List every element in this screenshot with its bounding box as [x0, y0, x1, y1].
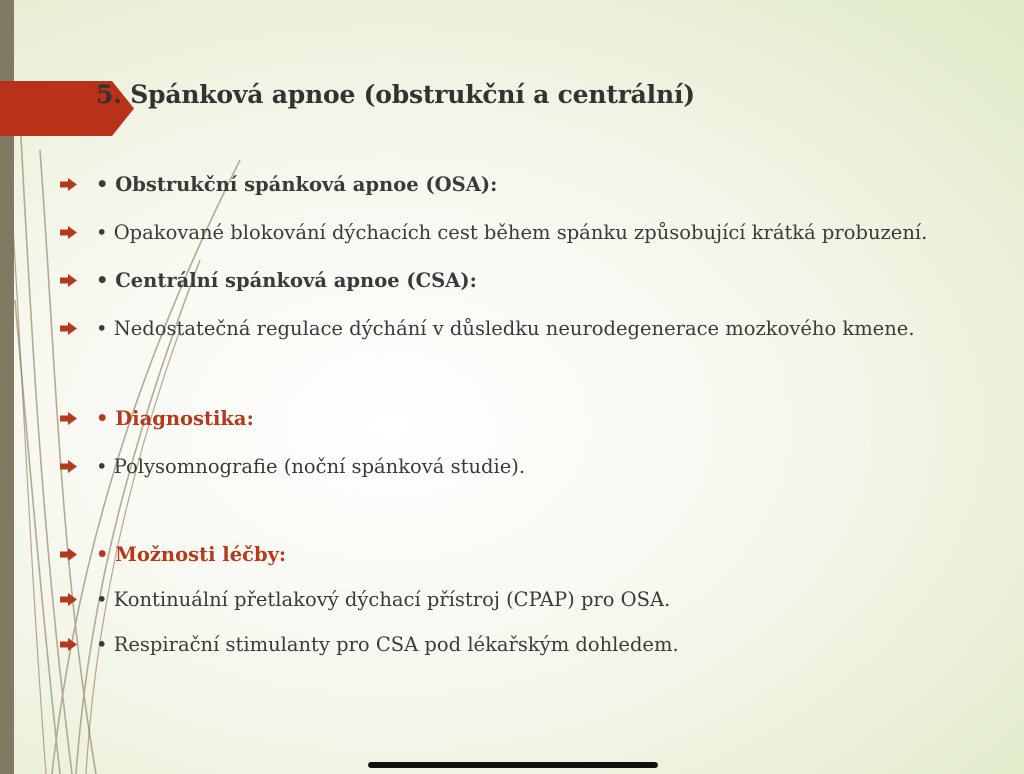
bullet-text: • Polysomnografie (noční spánková studie). [96, 455, 526, 478]
bullet-item [60, 585, 960, 615]
bullet-item [60, 266, 960, 296]
bullet-text: • Nedostatečná regulace dýchání v důsledku neurodegenerace mozkového kmene. [96, 317, 915, 340]
bullet-text: • Opakované blokování dýchacích cest během spánku způsobující krátká probuzení. [96, 221, 928, 244]
bullet-text: • Možnosti léčby: [96, 543, 287, 566]
arrow-right-icon [60, 593, 77, 606]
bullet-text: • Diagnostika: [96, 407, 254, 430]
arrow-right-icon [60, 274, 77, 287]
bullet-item [60, 404, 960, 434]
home-indicator[interactable] [368, 762, 658, 768]
bullet-item [60, 452, 960, 482]
bullet-list [60, 170, 960, 660]
bullet-text: • Obstrukční spánková apnoe (OSA): [96, 173, 498, 196]
bullet-item [60, 630, 960, 660]
arrow-right-icon [60, 638, 77, 651]
bullet-item [60, 314, 960, 344]
bullet-text: • Kontinuální přetlakový dýchací přístroj (CPAP) pro OSA. [96, 588, 671, 611]
bullet-item [60, 170, 960, 200]
bullet-text: • Centrální spánková apnoe (CSA): [96, 269, 477, 292]
arrow-right-icon [60, 548, 77, 561]
bullet-item [60, 540, 960, 570]
bullet-text: • Respirační stimulanty pro CSA pod lékařským dohledem. [96, 633, 679, 656]
arrow-right-icon [60, 322, 77, 335]
arrow-right-icon [60, 412, 77, 425]
arrow-right-icon [60, 178, 77, 191]
arrow-right-icon [60, 460, 77, 473]
bullet-item [60, 218, 960, 248]
slide-title: 5. Spánková apnoe (obstrukční a centrální) [96, 80, 695, 109]
arrow-right-icon [60, 226, 77, 239]
